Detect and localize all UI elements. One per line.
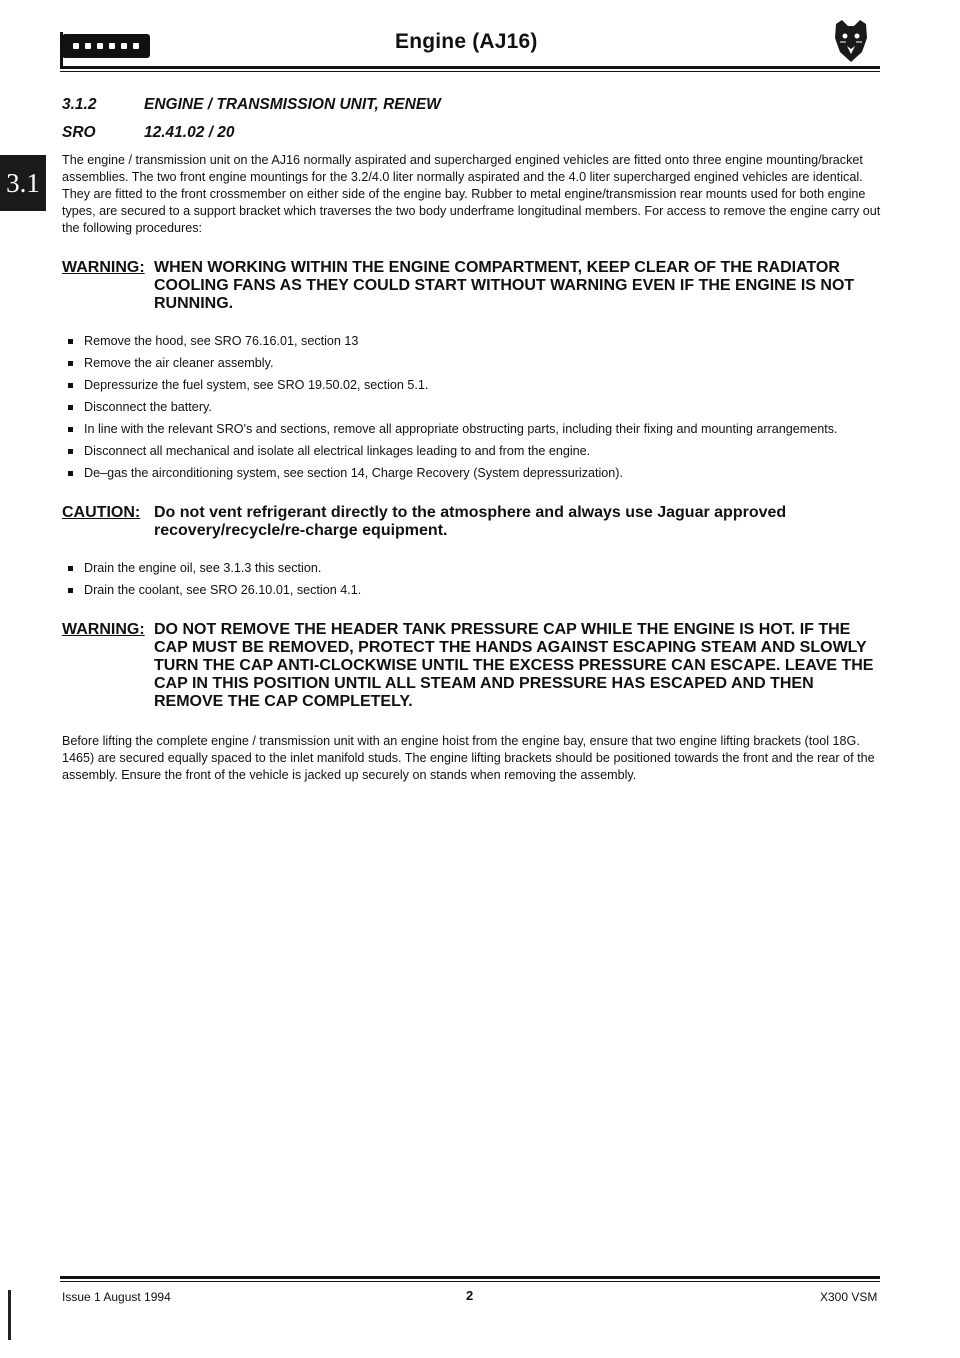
- procedure-list-drain: [62, 560, 882, 599]
- page-number: 2: [466, 1288, 474, 1303]
- closing-paragraph: Before lifting the complete engine / transmission unit with an engine hoist from the engine bay, ensure that two engine lifting brackets (tool 18G. 1465) are secured equally spaced to the inlet manifold studs. The engine lifting brackets should be positioned towards the front and the rear of the assembly. Ensure the front of the vehicle is jacked up securely on stands when removing the assembly.: [62, 734, 875, 782]
- list-item: Depressurize the fuel system, see SRO 19.50.02, section 5.1.: [62, 377, 882, 394]
- section-tab: 3.1: [0, 155, 46, 211]
- footer-issue: Issue 1 August 1994: [62, 1290, 171, 1304]
- warning-cooling-fans: [62, 259, 882, 313]
- list-item: Disconnect the battery.: [62, 399, 882, 416]
- procedure-list: [62, 333, 882, 482]
- warning-text: DO NOT REMOVE THE HEADER TANK PRESSURE CAP WHILE THE ENGINE IS HOT. IF THE CAP MUST BE REMOVED, PROTECT THE HANDS AGAINST ESCAPING STEAM AND SLOWLY TURN THE CAP ANTI-CLOCKWISE UNTIL THE EXCESS PRESSURE CAN ESCAPE. LEAVE THE CAP IN THIS POSITION UNTIL ALL STEAM AND PRESSURE HAS ESCAPED AND THEN REMOVE THE CAP COMPLETELY.: [154, 621, 874, 710]
- warning-label: WARNING:: [62, 621, 145, 638]
- dotted-bar-logo-icon: [62, 34, 150, 58]
- sro-label: SRO: [62, 124, 96, 141]
- binder-edge-mark: [8, 1290, 11, 1340]
- list-item: De–gas the airconditioning system, see section 14, Charge Recovery (System depressurization).: [62, 465, 882, 482]
- caution-text: Do not vent refrigerant directly to the atmosphere and always use Jaguar approved recovery/recycle/re-charge equipment.: [154, 504, 787, 539]
- sro-heading: [62, 124, 882, 142]
- list-item: In line with the relevant SRO's and sections, remove all appropriate obstructing parts, including their fixing and mounting arrangements.: [62, 421, 882, 438]
- list-item: Remove the air cleaner assembly.: [62, 355, 882, 372]
- footer-rule-thin: [60, 1281, 880, 1282]
- warning-text: WHEN WORKING WITHIN THE ENGINE COMPARTMENT, KEEP CLEAR OF THE RADIATOR COOLING FANS AS THEY COULD START WITHOUT WARNING EVEN IF THE ENGINE IS NOT RUNNING.: [154, 259, 855, 312]
- caution-label: CAUTION:: [62, 504, 141, 521]
- jaguar-head-icon: [832, 18, 870, 64]
- sro-value: 12.41.02 / 20: [144, 124, 235, 141]
- list-item: Remove the hood, see SRO 76.16.01, section 13: [62, 333, 882, 350]
- header-rule-thin: [60, 71, 880, 72]
- section-number: 3.1.2: [62, 96, 97, 113]
- intro-paragraph: The engine / transmission unit on the AJ16 normally aspirated and supercharged engined vehicles are fitted onto three engine mounting/bracket assemblies. The two front engine mountings for the 3.2/4.0 liter normally aspirated and the 4.0 liter supercharged engined vehicles are identical. They are fitted to the front crossmember on either side of the engine bay. Rubber to metal engine/transmission rear mounts used for both engine types, are secured to a support bracket which traverses the two body underframe longitudinal members. For access to remove the engine carry out the following procedures:: [62, 153, 881, 235]
- footer-manual-code: X300 VSM: [820, 1290, 878, 1304]
- page-header-title: Engine (AJ16): [395, 30, 538, 53]
- warning-label: WARNING:: [62, 259, 145, 276]
- page-content: [62, 96, 882, 784]
- header-rule: [60, 66, 880, 69]
- list-item: Drain the engine oil, see 3.1.3 this section.: [62, 560, 882, 577]
- warning-pressure-cap: [62, 621, 882, 711]
- footer-rule: [60, 1276, 880, 1279]
- caution-refrigerant: [62, 504, 882, 540]
- list-item: Drain the coolant, see SRO 26.10.01, section 4.1.: [62, 582, 882, 599]
- section-heading: [62, 96, 882, 114]
- list-item: Disconnect all mechanical and isolate all electrical linkages leading to and from the engine.: [62, 443, 882, 460]
- section-title: ENGINE / TRANSMISSION UNIT, RENEW: [144, 96, 441, 113]
